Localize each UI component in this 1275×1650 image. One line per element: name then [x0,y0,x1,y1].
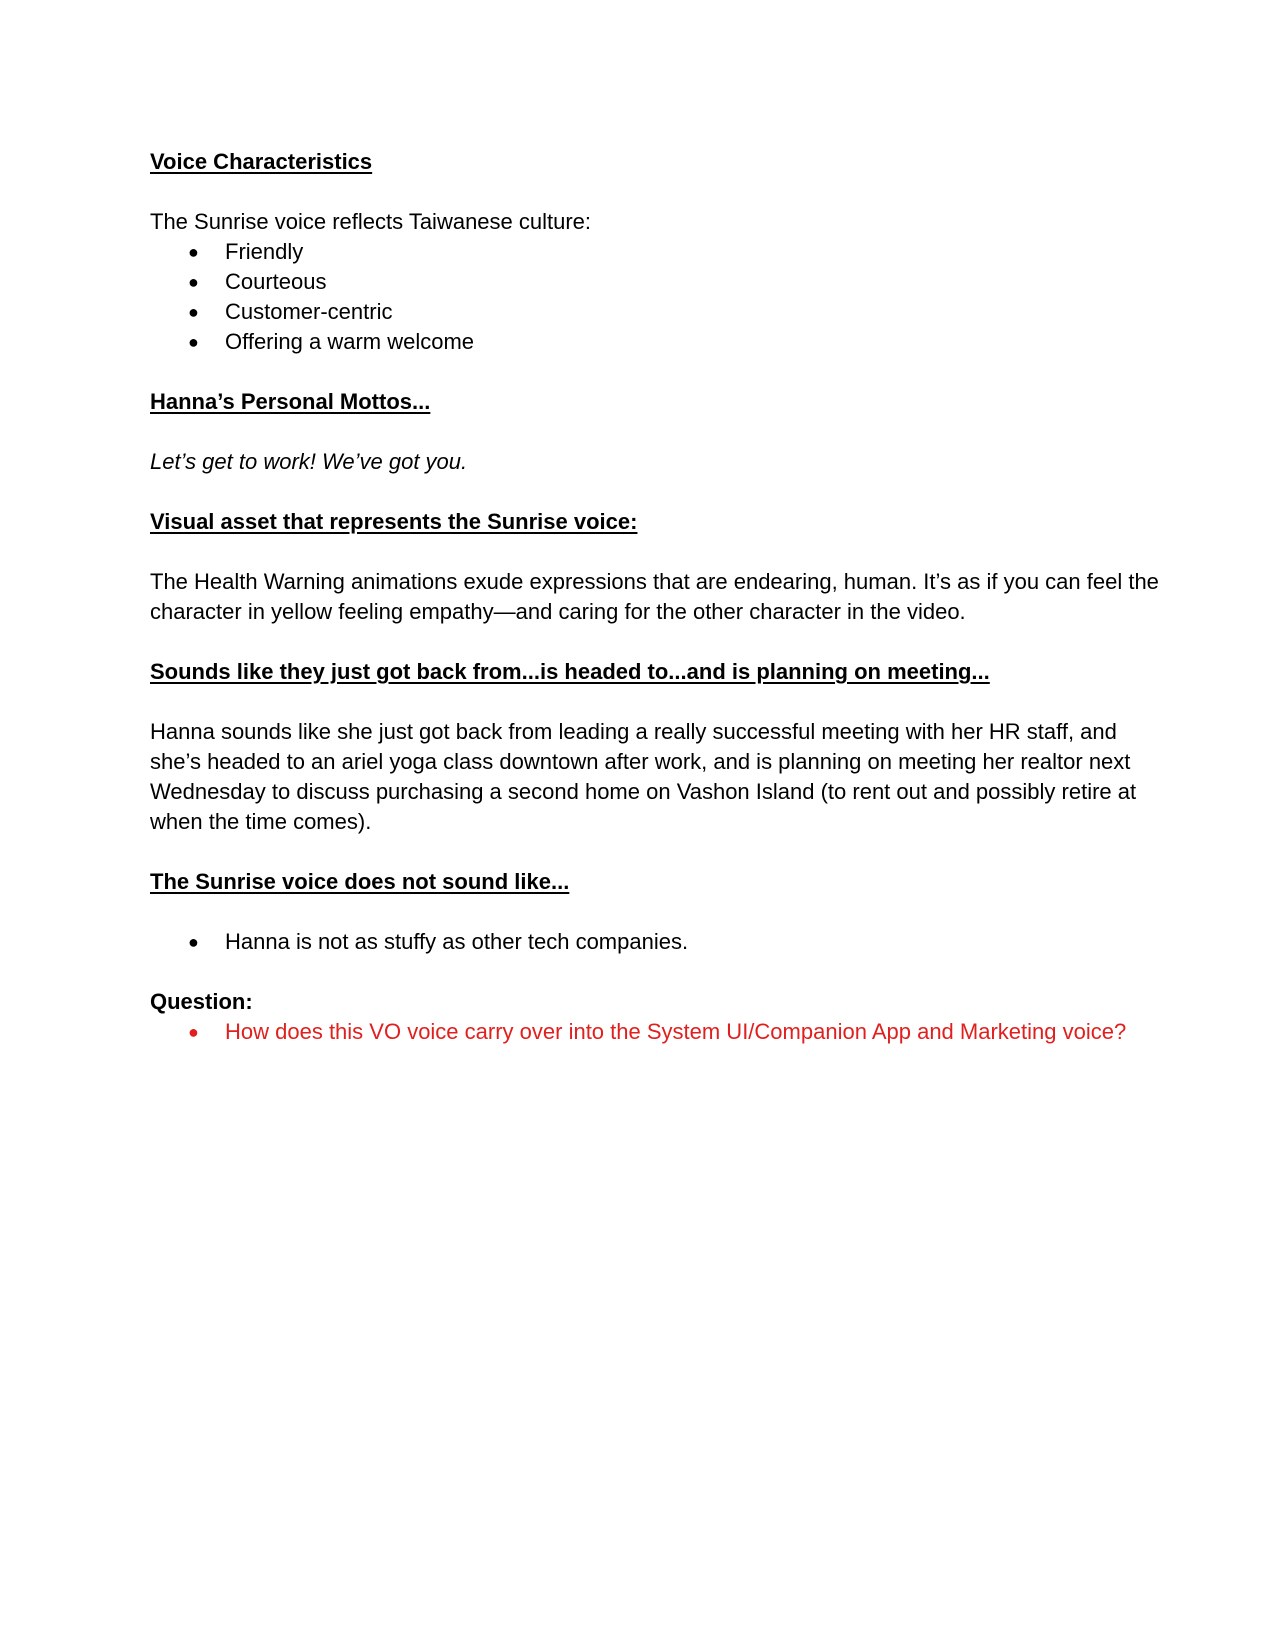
spacer [150,957,1160,987]
question-heading: Question: [150,989,253,1014]
spacer [150,897,1160,927]
list-item-text: Customer-centric [225,299,393,324]
spacer [150,537,1160,567]
does-not-sound-like-list [150,927,1160,957]
list-item-text: Friendly [225,239,304,264]
spacer [150,627,1160,657]
document-page [150,147,1160,1047]
mottos-heading: Hanna’s Personal Mottos... [150,389,431,414]
bullet-icon: ● [188,932,199,952]
list-item [150,1017,1160,1047]
list-item [150,267,1160,297]
list-item [150,327,1160,357]
list-item [150,927,1160,957]
bullet-icon: ● [188,332,199,352]
visual-asset-text: The Health Warning animations exude expressions that are endearing, human. It’s as if you can feel the character in yellow feeling empathy—and caring for the other character in the video. [150,569,1159,624]
list-item-text: How does this VO voice carry over into the System UI/Companion App and Marketing voice? [225,1019,1127,1044]
question-list [150,1017,1160,1047]
sounds-like-heading: Sounds like they just got back from...is headed to...and is planning on meeting... [150,659,990,684]
spacer [150,357,1160,387]
list-item [150,297,1160,327]
sounds-like-text: Hanna sounds like she just got back from leading a really successful meeting with her HR staff, and she’s headed to an ariel yoga class downtown after work, and is planning on meeting her realtor next Wednesday to discuss purchasing a second home on Vashon Island (to rent out and possibly retire at when the time comes). [150,719,1137,834]
voice-characteristics-intro: The Sunrise voice reflects Taiwanese culture: [150,209,592,234]
list-item [150,237,1160,267]
spacer [150,477,1160,507]
spacer [150,687,1160,717]
bullet-icon: ● [188,302,199,322]
list-item-text: Courteous [225,269,327,294]
voice-characteristics-heading: Voice Characteristics [150,149,373,174]
list-item-text: Offering a warm welcome [225,329,475,354]
bullet-icon: ● [188,242,199,262]
mottos-text: Let’s get to work! We’ve got you. [150,449,468,474]
visual-asset-heading: Visual asset that represents the Sunrise voice: [150,509,638,534]
spacer [150,417,1160,447]
list-item-text: Hanna is not as stuffy as other tech companies. [225,929,689,954]
spacer [150,177,1160,207]
voice-characteristics-list [150,237,1160,357]
spacer [150,837,1160,867]
does-not-sound-like-heading: The Sunrise voice does not sound like... [150,869,570,894]
bullet-icon: ● [188,272,199,292]
bullet-icon: ● [188,1022,199,1042]
